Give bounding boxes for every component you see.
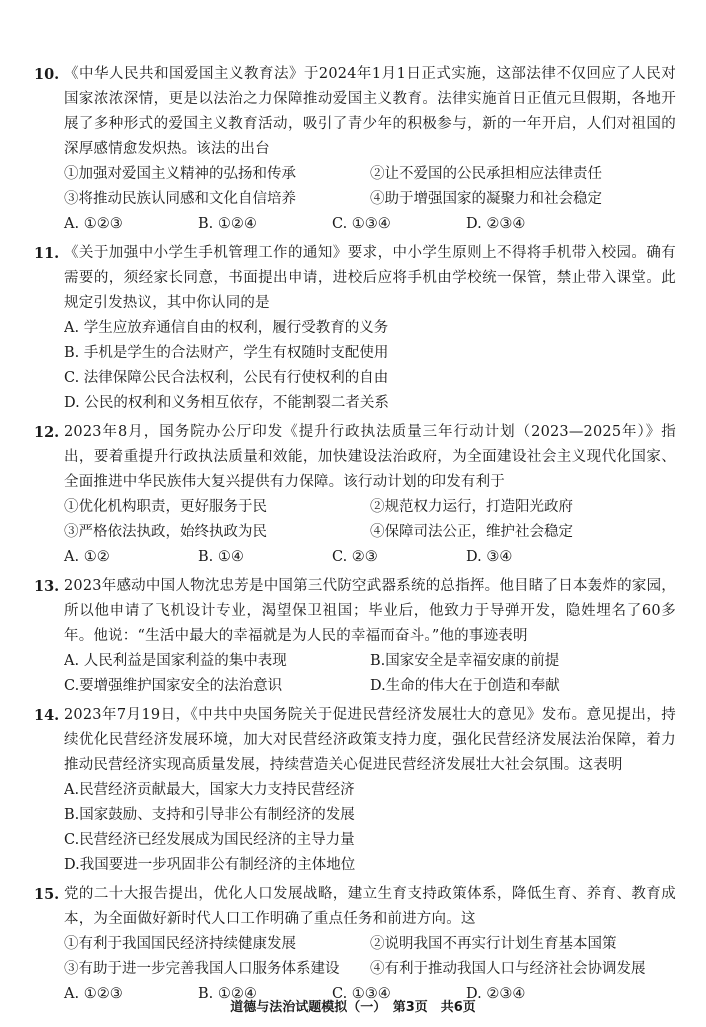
- choice-row: [34, 212, 676, 237]
- question-stem: 2023年8月，国务院办公厅印发《提升行政执法质量三年行动计划（2023—2025年）》指出，要着重提升行政执法质量和效能，加快建设法治政府，为全面建设社会主义现代化国家、全面推进中华民族伟大复兴提供有力保障。该行动计划的印发有利于: [64, 424, 676, 490]
- statement-item: ②规范权力运行，打造阳光政府: [370, 499, 573, 515]
- choice-d: D. ②③④: [466, 986, 526, 1002]
- question-14: [34, 703, 676, 878]
- statement-list: [34, 932, 676, 982]
- choice-a: A. ①②③: [64, 986, 123, 1002]
- option-list: [34, 778, 676, 878]
- choice-c: C. ②③: [332, 549, 378, 565]
- question-13: [34, 574, 676, 699]
- statement-item: ④助于增强国家的凝聚力和社会稳定: [370, 191, 602, 207]
- statement-item: ①有利于我国国民经济持续健康发展: [64, 936, 296, 952]
- choice-a: A. ①②: [64, 549, 110, 565]
- statement-item: ①加强对爱国主义精神的弘扬和传承: [64, 166, 296, 182]
- question-12: [34, 420, 676, 570]
- option-a: A. 人民利益是国家利益的集中表现: [64, 653, 287, 669]
- statement-item: ④保障司法公正，维护社会稳定: [370, 524, 573, 540]
- question-15: [34, 882, 676, 1007]
- statement-item: ③有助于进一步完善我国人口服务体系建设: [64, 961, 340, 977]
- question-number: 10.: [34, 66, 60, 83]
- option-a: A.民营经济贡献最大，国家大力支持民营经济: [64, 782, 355, 798]
- choice-c: C. ①③④: [332, 986, 391, 1002]
- question-number: 12.: [34, 424, 60, 441]
- option-d: D.生命的伟大在于创造和奉献: [370, 678, 560, 694]
- option-list: [34, 649, 676, 699]
- choice-b: B. ①②④: [198, 216, 257, 232]
- option-a: A. 学生应放弃通信自由的权利，履行受教育的义务: [64, 320, 389, 336]
- question-number: 11.: [34, 245, 60, 262]
- choice-b: B. ①④: [198, 549, 244, 565]
- option-d: D. 公民的权利和义务相互依存，不能割裂二者关系: [64, 395, 389, 411]
- question-stem: 2023年感动中国人物沈忠芳是中国第三代防空武器系统的总指挥。他目睹了日本轰炸的家园，所以他申请了飞机设计专业，渴望保卫祖国；毕业后，他致力于导弹开发，隐姓埋名了60多年。他说：“生活中最大的幸福就是为人民的幸福而奋斗。”他的事迹表明: [64, 578, 676, 644]
- page-footer: 道德与法治试题模拟（一） 第3页 共6页: [230, 1000, 476, 1015]
- option-b: B. 手机是学生的合法财产，学生有权随时支配使用: [64, 345, 389, 361]
- question-stem: 《中华人民共和国爱国主义教育法》于2024年1月1日正式实施，这部法律不仅回应了人民对国家浓浓深情，更是以法治之力保障推动爱国主义教育。法律实施首日正值元旦假期，各地开展了多种形式的爱国主义教育活动，吸引了青少年的积极参与，新的一年开启，人们对祖国的深厚感情愈发炽热。该法的出台: [64, 66, 676, 157]
- statement-list: [34, 495, 676, 545]
- statement-item: ①优化机构职责，更好服务于民: [64, 499, 267, 515]
- choice-a: A. ①②③: [64, 216, 123, 232]
- choice-d: D. ③④: [466, 549, 513, 565]
- statement-item: ③严格依法执政，始终执政为民: [64, 524, 267, 540]
- question-number: 13.: [34, 578, 60, 595]
- question-stem: 党的二十大报告提出，优化人口发展战略，建立生育支持政策体系，降低生育、养育、教育成本，为全面做好新时代人口工作明确了重点任务和前进方向。这: [64, 886, 676, 927]
- statement-list: [34, 162, 676, 212]
- question-10: [34, 62, 676, 237]
- option-c: C.要增强维护国家安全的法治意识: [64, 678, 283, 694]
- question-number: 15.: [34, 886, 60, 903]
- choice-c: C. ①③④: [332, 216, 391, 232]
- choice-d: D. ②③④: [466, 216, 526, 232]
- statement-item: ③将推动民族认同感和文化自信培养: [64, 191, 296, 207]
- statement-item: ②说明我国不再实行计划生育基本国策: [370, 936, 617, 952]
- choice-b: B. ①②④: [198, 986, 257, 1002]
- choice-row: [34, 545, 676, 570]
- option-b: B.国家安全是幸福安康的前提: [370, 653, 560, 669]
- question-number: 14.: [34, 707, 60, 724]
- question-stem: 2023年7月19日，《中共中央国务院关于促进民营经济发展壮大的意见》发布。意见提出，持续优化民营经济发展环境，加大对民营经济政策支持力度，强化民营经济发展法治保障，着力推动民营经济实现高质量发展，持续营造关心促进民营经济发展壮大社会氛围。这表明: [64, 707, 676, 773]
- statement-item: ④有利于推动我国人口与经济社会协调发展: [370, 961, 646, 977]
- option-c: C.民营经济已经发展成为国民经济的主导力量: [64, 832, 355, 848]
- question-stem: 《关于加强中小学生手机管理工作的通知》要求，中小学生原则上不得将手机带入校园。确有需要的，须经家长同意，书面提出申请，进校后应将手机由学校统一保管，禁止带入课堂。此规定引发热议，其中你认同的是: [64, 245, 676, 311]
- option-list: [34, 316, 676, 416]
- option-d: D.我国要进一步巩固非公有制经济的主体地位: [64, 857, 356, 873]
- option-b: B.国家鼓励、支持和引导非公有制经济的发展: [64, 807, 355, 823]
- question-11: [34, 241, 676, 416]
- statement-item: ②让不爱国的公民承担相应法律责任: [370, 166, 602, 182]
- option-c: C. 法律保障公民合法权利，公民有行使权利的自由: [64, 370, 389, 386]
